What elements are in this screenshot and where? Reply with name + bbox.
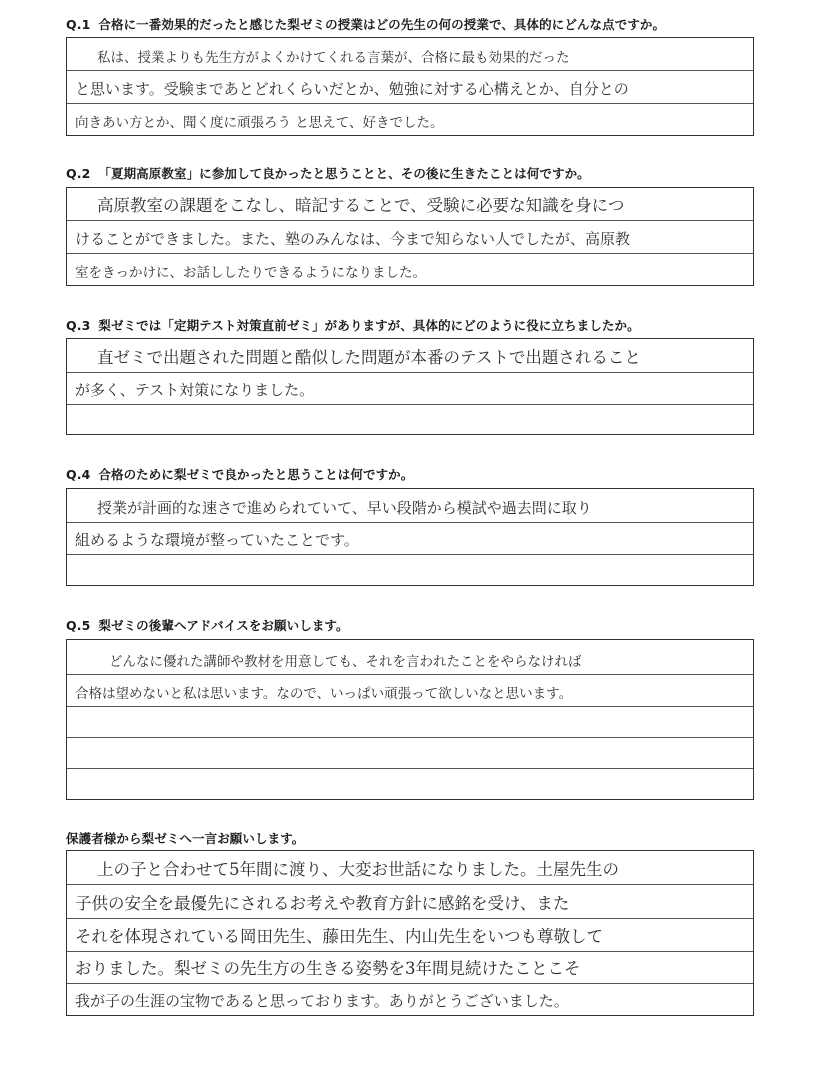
answer-4-text-2: 組めるような環境が整っていたことです。: [75, 531, 359, 549]
answer-5-line-1: [67, 640, 753, 675]
answer-1-text-3: 向きあい方とか、聞く度に頑張ろう と思えて、好きでした。: [75, 115, 444, 131]
answer-5-line-5: [67, 769, 753, 799]
parent-comment-heading: [66, 829, 304, 847]
answer-5-line-4: [67, 738, 753, 769]
question-4-number: Q.4: [66, 467, 91, 482]
answer-1-line-1: [67, 38, 753, 71]
answer-2-line-1: [67, 188, 753, 221]
question-1-heading: [66, 15, 665, 33]
parent-text-3: それを体現されている岡田先生、藤田先生、内山先生をいつも尊敬して: [75, 927, 603, 946]
answer-1-text-1: 私は、授業よりも先生方がよくかけてくれる言葉が、合格に最も効果的だった: [97, 50, 570, 66]
answer-4-text-1: 授業が計画的な速さで進められていて、早い段階から模試や過去問に取り: [97, 499, 592, 517]
answer-3-text-1: 直ゼミで出題された問題と酷似した問題が本番のテストで出題されること: [97, 348, 641, 367]
answer-box-3: [66, 338, 754, 435]
question-3-number: Q.3: [66, 318, 91, 333]
parent-text-1: 上の子と合わせて5年間に渡り、大変お世話になりました。土屋先生の: [97, 860, 619, 879]
question-3-heading: [66, 316, 640, 334]
question-4-heading: [66, 465, 413, 483]
question-1-number: Q.1: [66, 17, 91, 32]
answer-4-line-2: [67, 523, 753, 555]
answer-4-line-3: [67, 555, 753, 585]
answer-2-line-2: [67, 221, 753, 254]
answer-1-line-3: [67, 104, 753, 135]
question-4-text: 合格のために梨ゼミで良かったと思うことは何ですか。: [98, 467, 414, 482]
answer-1-line-2: [67, 71, 753, 104]
question-2-text: 「夏期高原教室」に参加して良かったと思うことと、その後に生きたことは何ですか。: [98, 166, 590, 181]
parent-line-4: [67, 952, 753, 984]
question-1-text: 合格に一番効果的だったと感じた梨ゼミの授業はどの先生の何の授業で、具体的にどんな点ですか。: [98, 17, 666, 32]
answer-2-text-3: 室をきっかけに、お話ししたりできるようになりました。: [75, 265, 426, 281]
answer-2-text-1: 高原教室の課題をこなし、暗記することで、受験に必要な知識を身につ: [97, 196, 625, 215]
answer-5-line-3: [67, 707, 753, 738]
question-2-number: Q.2: [66, 166, 91, 181]
answer-box-5: [66, 639, 754, 800]
answer-box-4: [66, 488, 754, 586]
parent-text-4: おりました。梨ゼミの先生方の生きる姿勢を3年間見続けたことこそ: [75, 959, 581, 978]
answer-5-line-2: [67, 675, 753, 707]
answer-box-2: [66, 187, 754, 286]
answer-3-line-3: [67, 405, 753, 434]
parent-comment-box: [66, 850, 754, 1016]
answer-5-text-1: どんなに優れた講師や教材を用意しても、それを言われたことをやらなければ: [109, 654, 582, 670]
parent-line-1: [67, 851, 753, 885]
question-5-number: Q.5: [66, 618, 91, 633]
answer-2-text-2: けることができました。また、塾のみんなは、今まで知らない人でしたが、高原教: [75, 230, 631, 248]
answer-1-text-2: と思います。受験まであとどれくらいだとか、勉強に対する心構えとか、自分との: [75, 80, 629, 98]
parent-comment-question: 保護者様から梨ゼミへ一言お願いします。: [66, 831, 305, 846]
parent-text-5: 我が子の生涯の宝物であると思っております。ありがとうございました。: [75, 992, 569, 1010]
answer-3-line-1: [67, 339, 753, 373]
question-2-heading: [66, 164, 590, 182]
answer-3-text-2: が多く、テスト対策になりました。: [75, 381, 315, 399]
answer-4-line-1: [67, 489, 753, 523]
parent-line-3: [67, 919, 753, 952]
parent-text-2: 子供の安全を最優先にされるお考えや教育方針に感銘を受け、また: [75, 894, 570, 913]
question-5-text: 梨ゼミの後輩へアドバイスをお願いします。: [98, 618, 349, 633]
question-5-heading: [66, 616, 349, 634]
question-3-text: 梨ゼミでは「定期テスト対策直前ゼミ」がありますが、具体的にどのように役に立ちましたか。: [98, 318, 640, 333]
answer-3-line-2: [67, 373, 753, 405]
answer-5-text-2: 合格は望めないと私は思います。なので、いっぱい頑張って欲しいなと思います。: [75, 686, 573, 702]
answer-2-line-3: [67, 254, 753, 285]
parent-line-5: [67, 984, 753, 1015]
parent-line-2: [67, 885, 753, 919]
answer-box-1: [66, 37, 754, 136]
